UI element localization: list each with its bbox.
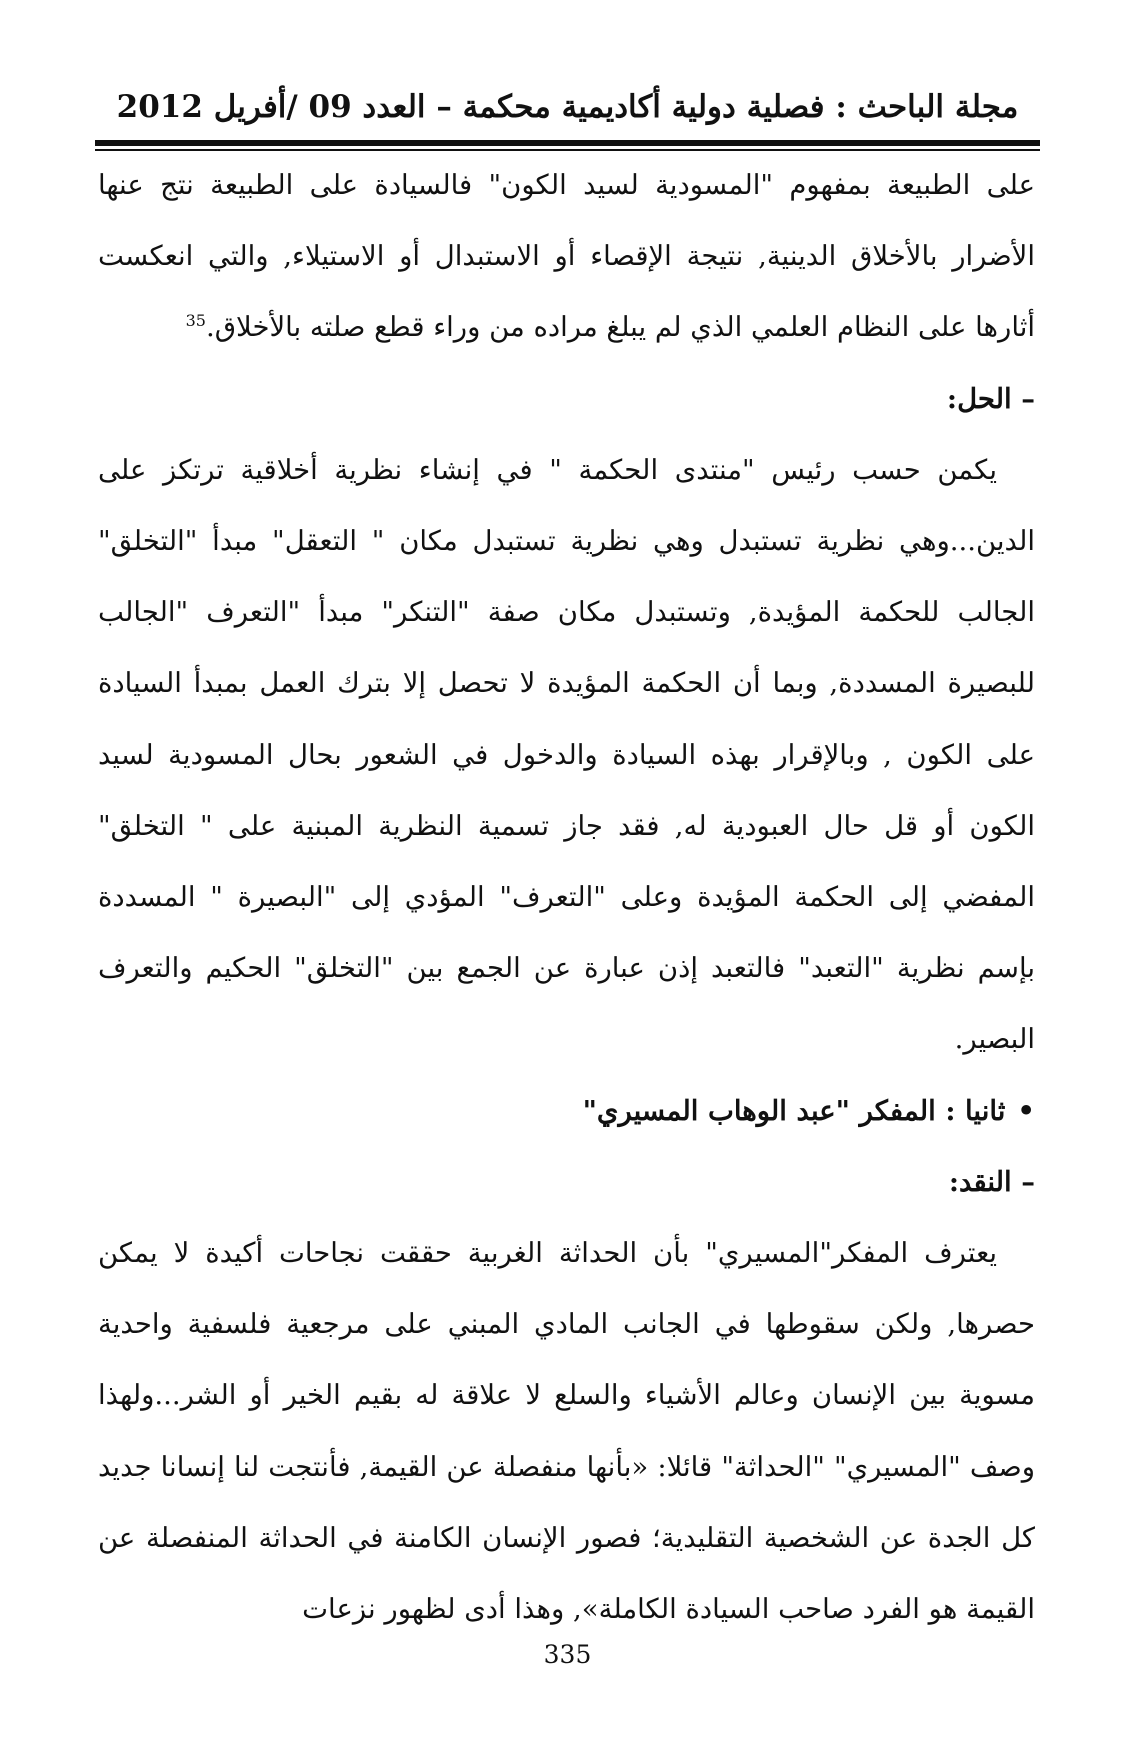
journal-header: مجلة الباحث : فصلية دولية أكاديمية محكمة – العدد 09 /أفريل 2012 <box>116 89 1019 125</box>
article-body <box>98 150 1035 1645</box>
section-heading-text: ثانيا : المفكر "عبد الوهاب المسيري" <box>582 1094 1006 1127</box>
heading-critique: – النقد: <box>948 1165 1035 1198</box>
paragraph-1-text: على الطبيعة بمفهوم "المسودية لسيد الكون" فالسيادة على الطبيعة نتج عنها الأضرار بالأخلاق الدينية, نتيجة الإقصاء أو الاستبدال أو الاستيلاء, والتي انعكست أثارها على النظام العلمي الذي لم يبلغ مراده من وراء قطع صلته بالأخلاق. <box>98 169 1035 344</box>
bullet-icon: • <box>1017 1094 1035 1127</box>
heading-solution: – الحل: <box>946 382 1035 415</box>
paragraph-1 <box>98 150 1035 364</box>
paragraph-2: يكمن حسب رئيس "منتدى الحكمة " في إنشاء نظرية أخلاقية ترتكز على الدين...وهي نظرية تستبدل وهي نظرية تستبدل مكان " التعقل" مبدأ "التخلق" الجالب للحكمة المؤيدة, وتستبدل مكان صفة "التنكر" مبدأ "التعرف "الجالب للبصيرة المسددة, وبما أن الحكمة المؤيدة لا تحصل إلا بترك العمل بمبدأ السيادة على الكون , وبالإقرار بهذه السيادة والدخول في الشعور بحال المسودية لسيد الكون أو قل حال العبودية له, فقد جاز تسمية النظرية المبنية على " التخلق" المفضي إلى الحكمة المؤيدة وعلى "التعرف" المؤدي إلى "البصيرة " المسددة بإسم نظرية "التعبد" فالتعبد إذن عبارة عن الجمع بين "التخلق" الحكيم والتعرف البصير. <box>98 453 1035 1056</box>
footnote-ref: 35 <box>185 311 206 331</box>
page-number: 335 <box>543 1640 592 1669</box>
paragraph-3: يعترف المفكر"المسيري" بأن الحداثة الغربية حققت نجاحات أكيدة لا يمكن حصرها, ولكن سقوطها في الجانب المادي المبني على مرجعية فلسفية واحدية مسوية بين الإنسان وعالم الأشياء والسلع لا علاقة له بقيم الخير أو الشر...ولهذا وصف "المسيري" "الحداثة" قائلا: «بأنها منفصلة عن القيمة, فأنتجت لنا إنسانا جديد كل الجدة عن الشخصية التقليدية؛ فصور الإنسان الكامنة في الحداثة المنفصلة عن القيمة هو الفرد صاحب السيادة الكاملة», وهذا أدى لظهور نزعات <box>98 1237 1035 1626</box>
header-rule-thick <box>95 140 1040 146</box>
section-heading-second <box>98 1076 1035 1147</box>
